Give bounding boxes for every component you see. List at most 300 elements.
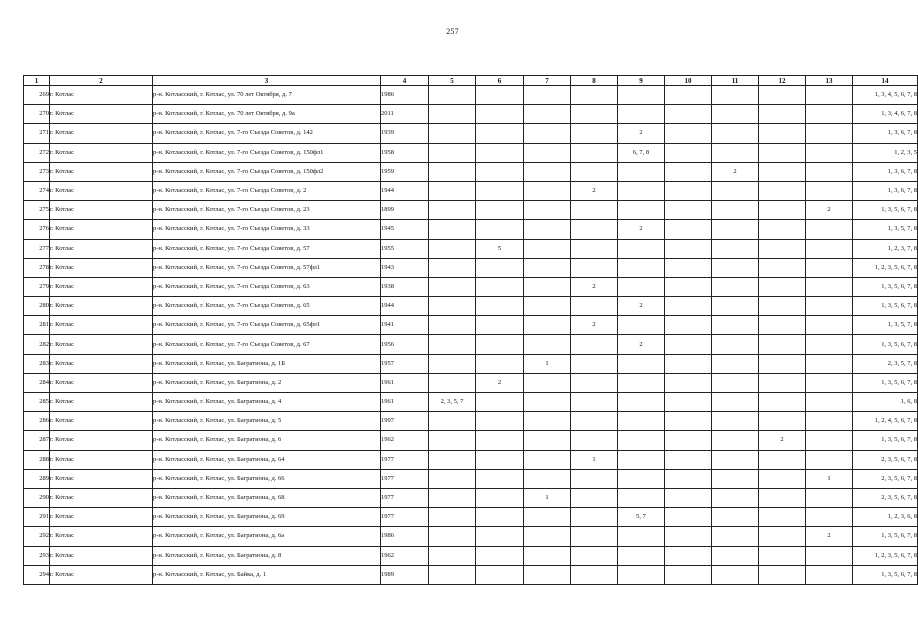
col-6-cell: [476, 201, 524, 220]
table-row: [24, 546, 918, 565]
col-13-cell: 1: [806, 469, 853, 488]
col-6-cell: [476, 412, 524, 431]
col-14-cell: 2, 3, 5, 7, 8: [853, 354, 918, 373]
col-9-cell: [618, 239, 665, 258]
col-5-cell: [429, 412, 476, 431]
row-number: 291: [24, 508, 50, 527]
year-cell: 1938: [381, 277, 429, 296]
table-row: [24, 469, 918, 488]
col-8-cell: [571, 412, 618, 431]
col-9-cell: [618, 258, 665, 277]
year-cell: 1977: [381, 508, 429, 527]
col-11-cell: [712, 316, 759, 335]
col-11-cell: [712, 508, 759, 527]
col-13-cell: [806, 143, 853, 162]
col-12-cell: [759, 162, 806, 181]
col-8-cell: [571, 124, 618, 143]
col-10-cell: [665, 527, 712, 546]
col-6-cell: [476, 508, 524, 527]
row-number: 286: [24, 412, 50, 431]
col-8-cell: [571, 373, 618, 392]
col-10-cell: [665, 239, 712, 258]
year-cell: 1943: [381, 258, 429, 277]
address-cell: р-н. Котласский, г. Котлас, ул. Багратиона, д. 6: [153, 431, 381, 450]
address-cell: р-н. Котласский, г. Котлас, ул. 70 лет Октября, д. 7: [153, 86, 381, 105]
col-7-cell: [524, 86, 571, 105]
col-8-cell: [571, 201, 618, 220]
col-10-cell: [665, 431, 712, 450]
table-row: [24, 143, 918, 162]
col-10-cell: [665, 508, 712, 527]
column-header: 3: [153, 76, 381, 86]
col-8-cell: 2: [571, 277, 618, 296]
col-5-cell: [429, 508, 476, 527]
col-7-cell: [524, 565, 571, 584]
col-7-cell: [524, 181, 571, 200]
year-cell: 1958: [381, 143, 429, 162]
year-cell: 1944: [381, 297, 429, 316]
table-row: [24, 316, 918, 335]
table-row: [24, 239, 918, 258]
row-number: 269: [24, 86, 50, 105]
col-11-cell: [712, 181, 759, 200]
col-5-cell: [429, 373, 476, 392]
col-12-cell: [759, 412, 806, 431]
col-10-cell: [665, 373, 712, 392]
col-6-cell: [476, 431, 524, 450]
col-8-cell: [571, 508, 618, 527]
col-9-cell: 2: [618, 335, 665, 354]
row-number: 279: [24, 277, 50, 296]
col-14-cell: 1, 2, 3, 5, 6, 7, 8: [853, 258, 918, 277]
col-6-cell: 5: [476, 239, 524, 258]
address-cell: р-н. Котласский, г. Котлас, ул. Багратиона, д. 4: [153, 393, 381, 412]
col-10-cell: [665, 143, 712, 162]
table-row: [24, 527, 918, 546]
col-6-cell: [476, 527, 524, 546]
col-7-cell: [524, 373, 571, 392]
col-7-cell: [524, 277, 571, 296]
col-12-cell: [759, 354, 806, 373]
col-13-cell: [806, 373, 853, 392]
row-number: 272: [24, 143, 50, 162]
col-13-cell: [806, 297, 853, 316]
row-number: 274: [24, 181, 50, 200]
year-cell: 1939: [381, 124, 429, 143]
col-7-cell: [524, 335, 571, 354]
col-5-cell: [429, 239, 476, 258]
col-10-cell: [665, 105, 712, 124]
row-number: 287: [24, 431, 50, 450]
col-10-cell: [665, 162, 712, 181]
city-cell: г. Котлас: [50, 450, 153, 469]
col-14-cell: 1, 6, 8: [853, 393, 918, 412]
col-10-cell: [665, 565, 712, 584]
col-11-cell: [712, 527, 759, 546]
year-cell: 1977: [381, 450, 429, 469]
city-cell: г. Котлас: [50, 124, 153, 143]
col-13-cell: [806, 565, 853, 584]
city-cell: г. Котлас: [50, 86, 153, 105]
address-cell: р-н. Котласский, г. Котлас, ул. 7-го Съезда Советов, д. 67: [153, 335, 381, 354]
address-cell: р-н. Котласский, г. Котлас, ул. Багратиона, д. 5: [153, 412, 381, 431]
col-8-cell: [571, 297, 618, 316]
col-8-cell: [571, 354, 618, 373]
col-12-cell: [759, 546, 806, 565]
row-number: 283: [24, 354, 50, 373]
row-number: 275: [24, 201, 50, 220]
col-7-cell: [524, 316, 571, 335]
col-9-cell: 2: [618, 297, 665, 316]
col-6-cell: [476, 354, 524, 373]
column-header: 1: [24, 76, 50, 86]
col-13-cell: [806, 335, 853, 354]
col-5-cell: [429, 527, 476, 546]
col-8-cell: [571, 239, 618, 258]
col-13-cell: 2: [806, 201, 853, 220]
col-10-cell: [665, 201, 712, 220]
year-cell: 1961: [381, 373, 429, 392]
col-9-cell: [618, 393, 665, 412]
col-5-cell: [429, 124, 476, 143]
col-5-cell: [429, 469, 476, 488]
col-5-cell: [429, 354, 476, 373]
row-number: 293: [24, 546, 50, 565]
col-9-cell: [618, 469, 665, 488]
col-7-cell: [524, 297, 571, 316]
col-13-cell: [806, 86, 853, 105]
column-header: 9: [618, 76, 665, 86]
col-13-cell: [806, 258, 853, 277]
col-12-cell: [759, 277, 806, 296]
col-10-cell: [665, 469, 712, 488]
col-6-cell: [476, 450, 524, 469]
col-11-cell: [712, 143, 759, 162]
col-6-cell: [476, 335, 524, 354]
table-row: [24, 297, 918, 316]
col-11-cell: [712, 105, 759, 124]
table-row: [24, 354, 918, 373]
col-9-cell: [618, 277, 665, 296]
col-12-cell: [759, 258, 806, 277]
col-9-cell: [618, 450, 665, 469]
row-number: 277: [24, 239, 50, 258]
city-cell: г. Котлас: [50, 297, 153, 316]
col-14-cell: 1, 3, 5, 6, 7, 8: [853, 565, 918, 584]
header-row: [24, 76, 918, 86]
col-13-cell: [806, 450, 853, 469]
col-6-cell: [476, 277, 524, 296]
col-13-cell: [806, 488, 853, 507]
column-header: 8: [571, 76, 618, 86]
col-9-cell: [618, 431, 665, 450]
col-14-cell: 1, 3, 6, 7, 8: [853, 181, 918, 200]
col-8-cell: 2: [571, 181, 618, 200]
city-cell: г. Котлас: [50, 412, 153, 431]
col-13-cell: [806, 316, 853, 335]
col-6-cell: 2: [476, 373, 524, 392]
table-row: [24, 86, 918, 105]
col-5-cell: [429, 105, 476, 124]
col-12-cell: [759, 469, 806, 488]
col-5-cell: [429, 201, 476, 220]
col-11-cell: [712, 393, 759, 412]
table-row: [24, 393, 918, 412]
table-row: [24, 508, 918, 527]
col-10-cell: [665, 546, 712, 565]
col-5-cell: [429, 565, 476, 584]
col-6-cell: [476, 143, 524, 162]
col-14-cell: 1, 2, 4, 5, 6, 7, 8: [853, 412, 918, 431]
col-7-cell: 1: [524, 488, 571, 507]
address-cell: р-н. Котласский, г. Котлас, ул. 7-го Съезда Советов, д. 2: [153, 181, 381, 200]
city-cell: г. Котлас: [50, 143, 153, 162]
city-cell: г. Котлас: [50, 239, 153, 258]
address-cell: р-н. Котласский, г. Котлас, ул. 7-го Съезда Советов, д. 142: [153, 124, 381, 143]
year-cell: 1977: [381, 488, 429, 507]
col-10-cell: [665, 450, 712, 469]
year-cell: 1955: [381, 239, 429, 258]
col-5-cell: [429, 181, 476, 200]
row-number: 271: [24, 124, 50, 143]
col-5-cell: [429, 335, 476, 354]
row-number: 278: [24, 258, 50, 277]
year-cell: 2011: [381, 105, 429, 124]
address-cell: р-н. Котласский, г. Котлас, ул. Багратиона, д. 69: [153, 508, 381, 527]
col-9-cell: [618, 201, 665, 220]
col-10-cell: [665, 316, 712, 335]
table-row: [24, 412, 918, 431]
year-cell: 1956: [381, 335, 429, 354]
address-cell: р-н. Котласский, г. Котлас, ул. Багратиона, д. 8: [153, 546, 381, 565]
year-cell: 1986: [381, 86, 429, 105]
col-8-cell: [571, 469, 618, 488]
col-14-cell: 2, 3, 5, 6, 7, 8: [853, 488, 918, 507]
col-8-cell: [571, 335, 618, 354]
table-row: [24, 162, 918, 181]
col-11-cell: [712, 546, 759, 565]
col-9-cell: [618, 488, 665, 507]
table-row: [24, 335, 918, 354]
col-8-cell: [571, 220, 618, 239]
col-14-cell: 1, 3, 5, 7, 8: [853, 220, 918, 239]
col-8-cell: 1: [571, 450, 618, 469]
col-7-cell: [524, 124, 571, 143]
col-6-cell: [476, 181, 524, 200]
year-cell: 1997: [381, 412, 429, 431]
city-cell: г. Котлас: [50, 316, 153, 335]
year-cell: 1962: [381, 431, 429, 450]
col-7-cell: [524, 469, 571, 488]
col-8-cell: [571, 488, 618, 507]
col-11-cell: [712, 220, 759, 239]
col-7-cell: 1: [524, 354, 571, 373]
col-14-cell: 1, 3, 5, 6, 7, 8: [853, 297, 918, 316]
col-8-cell: [571, 105, 618, 124]
column-header: 12: [759, 76, 806, 86]
address-cell: р-н. Котласский, г. Котлас, ул. 7-го Съезда Советов, д. 150фл1: [153, 143, 381, 162]
col-12-cell: [759, 239, 806, 258]
col-11-cell: [712, 354, 759, 373]
column-header: 14: [853, 76, 918, 86]
address-cell: р-н. Котласский, г. Котлас, ул. 7-го Съезда Советов, д. 57: [153, 239, 381, 258]
col-9-cell: [618, 546, 665, 565]
col-14-cell: 1, 2, 3, 6, 8: [853, 508, 918, 527]
col-5-cell: [429, 450, 476, 469]
col-8-cell: [571, 86, 618, 105]
year-cell: 1941: [381, 316, 429, 335]
col-6-cell: [476, 124, 524, 143]
row-number: 294: [24, 565, 50, 584]
col-10-cell: [665, 393, 712, 412]
col-6-cell: [476, 565, 524, 584]
city-cell: г. Котлас: [50, 220, 153, 239]
city-cell: г. Котлас: [50, 431, 153, 450]
row-number: 290: [24, 488, 50, 507]
col-11-cell: 2: [712, 162, 759, 181]
row-number: 276: [24, 220, 50, 239]
row-number: 292: [24, 527, 50, 546]
col-14-cell: 1, 3, 5, 6, 7, 8: [853, 527, 918, 546]
address-cell: р-н. Котласский, г. Котлас, ул. Багратиона, д. 1Б: [153, 354, 381, 373]
row-number: 270: [24, 105, 50, 124]
col-14-cell: 1, 3, 6, 7, 8: [853, 124, 918, 143]
col-13-cell: [806, 354, 853, 373]
col-10-cell: [665, 488, 712, 507]
col-13-cell: [806, 239, 853, 258]
col-5-cell: [429, 431, 476, 450]
address-cell: р-н. Котласский, г. Котлас, ул. 70 лет Октября, д. 9а: [153, 105, 381, 124]
col-11-cell: [712, 450, 759, 469]
col-8-cell: [571, 143, 618, 162]
city-cell: г. Котлас: [50, 393, 153, 412]
row-number: 273: [24, 162, 50, 181]
col-10-cell: [665, 412, 712, 431]
col-8-cell: [571, 431, 618, 450]
col-8-cell: [571, 546, 618, 565]
col-10-cell: [665, 297, 712, 316]
row-number: 285: [24, 393, 50, 412]
col-9-cell: 2: [618, 124, 665, 143]
col-7-cell: [524, 393, 571, 412]
col-9-cell: [618, 565, 665, 584]
col-12-cell: [759, 86, 806, 105]
col-5-cell: [429, 488, 476, 507]
col-14-cell: 1, 2, 3, 5, 6, 7, 8: [853, 546, 918, 565]
col-10-cell: [665, 220, 712, 239]
col-7-cell: [524, 105, 571, 124]
col-13-cell: [806, 431, 853, 450]
col-10-cell: [665, 258, 712, 277]
col-12-cell: [759, 143, 806, 162]
col-10-cell: [665, 86, 712, 105]
city-cell: г. Котлас: [50, 469, 153, 488]
column-header: 10: [665, 76, 712, 86]
col-13-cell: [806, 508, 853, 527]
table-row: [24, 220, 918, 239]
address-cell: р-н. Котласский, г. Котлас, ул. Багратиона, д. 64: [153, 450, 381, 469]
col-9-cell: [618, 373, 665, 392]
col-13-cell: [806, 546, 853, 565]
col-6-cell: [476, 488, 524, 507]
page-number: 257: [446, 27, 459, 36]
city-cell: г. Котлас: [50, 258, 153, 277]
address-cell: р-н. Котласский, г. Котлас, ул. Багратиона, д. 68: [153, 488, 381, 507]
address-cell: р-н. Котласский, г. Котлас, ул. 7-го Съезда Советов, д. 33: [153, 220, 381, 239]
year-cell: 1959: [381, 162, 429, 181]
col-6-cell: [476, 469, 524, 488]
col-9-cell: 2: [618, 220, 665, 239]
table-row: [24, 565, 918, 584]
table-row: [24, 450, 918, 469]
col-7-cell: [524, 450, 571, 469]
col-5-cell: [429, 546, 476, 565]
col-9-cell: [618, 105, 665, 124]
col-8-cell: [571, 162, 618, 181]
col-6-cell: [476, 258, 524, 277]
col-14-cell: 1, 3, 5, 6, 7, 8: [853, 201, 918, 220]
col-12-cell: [759, 124, 806, 143]
column-header: 5: [429, 76, 476, 86]
col-14-cell: 1, 3, 5, 6, 7, 8: [853, 277, 918, 296]
col-11-cell: [712, 297, 759, 316]
city-cell: г. Котлас: [50, 105, 153, 124]
col-9-cell: 5, 7: [618, 508, 665, 527]
col-13-cell: [806, 412, 853, 431]
col-12-cell: 2: [759, 431, 806, 450]
col-6-cell: [476, 297, 524, 316]
col-12-cell: [759, 450, 806, 469]
city-cell: г. Котлас: [50, 181, 153, 200]
city-cell: г. Котлас: [50, 201, 153, 220]
col-10-cell: [665, 124, 712, 143]
col-14-cell: 2, 3, 5, 6, 7, 8: [853, 450, 918, 469]
col-5-cell: [429, 143, 476, 162]
col-9-cell: [618, 316, 665, 335]
col-14-cell: 1, 3, 6, 7, 8: [853, 162, 918, 181]
col-12-cell: [759, 297, 806, 316]
col-10-cell: [665, 335, 712, 354]
data-table: [23, 75, 918, 585]
city-cell: г. Котлас: [50, 488, 153, 507]
col-7-cell: [524, 220, 571, 239]
row-number: 281: [24, 316, 50, 335]
col-8-cell: 2: [571, 316, 618, 335]
year-cell: 1977: [381, 469, 429, 488]
col-14-cell: 1, 3, 4, 6, 7, 8: [853, 105, 918, 124]
col-7-cell: [524, 508, 571, 527]
col-5-cell: 2, 3, 5, 7: [429, 393, 476, 412]
address-cell: р-н. Котласский, г. Котлас, ул. Байка, д. 1: [153, 565, 381, 584]
city-cell: г. Котлас: [50, 527, 153, 546]
year-cell: 1957: [381, 354, 429, 373]
col-10-cell: [665, 181, 712, 200]
col-8-cell: [571, 565, 618, 584]
col-9-cell: [618, 354, 665, 373]
col-8-cell: [571, 527, 618, 546]
col-14-cell: 1, 3, 5, 6, 7, 8: [853, 373, 918, 392]
col-5-cell: [429, 316, 476, 335]
city-cell: г. Котлас: [50, 546, 153, 565]
col-12-cell: [759, 335, 806, 354]
col-5-cell: [429, 297, 476, 316]
column-header: 7: [524, 76, 571, 86]
col-12-cell: [759, 181, 806, 200]
year-cell: 1961: [381, 393, 429, 412]
table-row: [24, 201, 918, 220]
col-14-cell: 1, 2, 3, 7, 8: [853, 239, 918, 258]
col-12-cell: [759, 508, 806, 527]
